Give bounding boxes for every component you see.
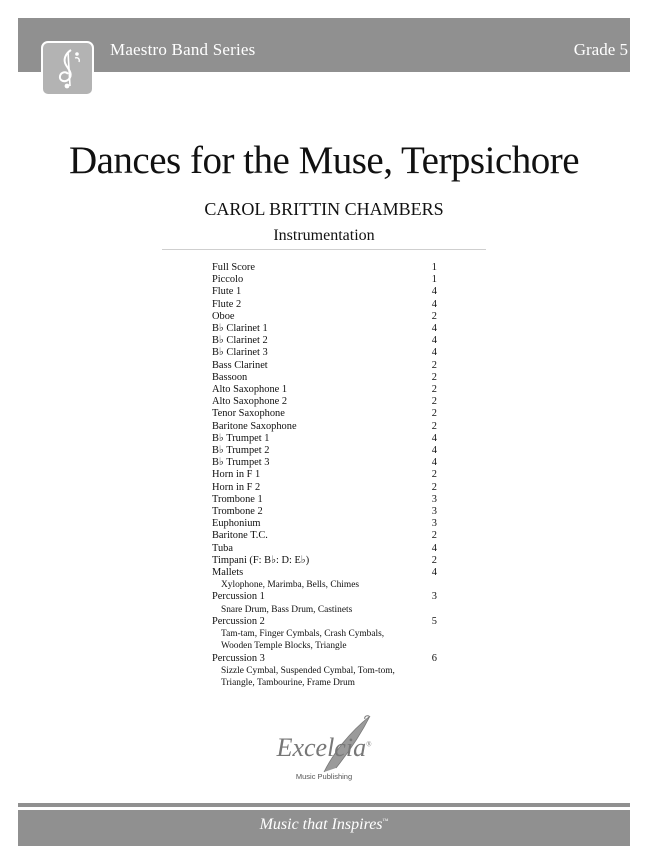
instrument-row bbox=[212, 347, 437, 359]
instrument-name: Flute 2 bbox=[212, 298, 242, 310]
instrument-qty: 2 bbox=[431, 469, 437, 481]
instrument-qty: 4 bbox=[431, 567, 437, 579]
instrument-row bbox=[212, 506, 437, 518]
instrument-row bbox=[212, 591, 437, 603]
instrument-row bbox=[212, 323, 437, 335]
instrument-detail: Triangle, Tambourine, Frame Drum bbox=[221, 677, 355, 688]
instrument-qty: 2 bbox=[431, 554, 437, 566]
instrument-qty: 4 bbox=[431, 347, 437, 359]
instrument-qty: 2 bbox=[431, 371, 437, 383]
instrument-name: Trombone 1 bbox=[212, 493, 263, 505]
instrument-name: Horn in F 2 bbox=[212, 481, 261, 493]
instrument-qty: 2 bbox=[431, 420, 437, 432]
instrument-row bbox=[212, 494, 437, 506]
instrument-name: Baritone Saxophone bbox=[212, 420, 297, 432]
instrument-row bbox=[212, 286, 437, 298]
instrument-name: Baritone T.C. bbox=[212, 530, 268, 542]
instrument-qty: 5 bbox=[431, 615, 437, 627]
treble-clef-icon bbox=[51, 48, 85, 90]
instrument-detail: Tam-tam, Finger Cymbals, Crash Cymbals, bbox=[221, 629, 385, 640]
instrument-name: B♭ Trumpet 1 bbox=[212, 432, 270, 444]
instrument-detail: Wooden Temple Blocks, Triangle bbox=[221, 641, 347, 652]
instrument-name: Alto Saxophone 1 bbox=[212, 384, 288, 396]
instrument-qty: 3 bbox=[431, 506, 437, 518]
instrument-row bbox=[212, 408, 437, 420]
instrument-name: B♭ Trumpet 2 bbox=[212, 445, 270, 457]
instrument-detail: Snare Drum, Bass Drum, Castinets bbox=[221, 604, 353, 615]
instrument-name: B♭ Trumpet 3 bbox=[212, 457, 270, 469]
instrument-row bbox=[212, 262, 437, 274]
instrument-name: Piccolo bbox=[212, 274, 244, 286]
instrument-name: Oboe bbox=[212, 310, 235, 322]
instrument-name: Percussion 1 bbox=[212, 591, 265, 603]
instrument-row bbox=[212, 274, 437, 286]
series-name: Maestro Band Series bbox=[110, 40, 256, 59]
instrument-row bbox=[212, 445, 437, 457]
instrument-qty: 6 bbox=[431, 652, 437, 664]
instrument-qty: 3 bbox=[431, 591, 437, 603]
instrument-qty: 4 bbox=[431, 286, 437, 298]
instrument-row bbox=[212, 518, 437, 530]
instrument-row bbox=[212, 360, 437, 372]
instrument-qty: 1 bbox=[431, 274, 437, 286]
instrument-name: Full Score bbox=[212, 262, 256, 273]
publisher-subtitle: Music Publishing bbox=[295, 772, 353, 781]
instrument-name: B♭ Clarinet 2 bbox=[212, 335, 268, 347]
instrument-row bbox=[212, 372, 437, 384]
instrument-qty: 2 bbox=[431, 481, 437, 493]
instrument-name: Euphonium bbox=[212, 518, 261, 530]
instrument-row bbox=[212, 384, 437, 396]
instrument-name: Mallets bbox=[212, 567, 244, 579]
instrument-qty: 1 bbox=[431, 262, 437, 273]
instrument-row bbox=[212, 653, 437, 665]
instrument-name: Bass Clarinet bbox=[212, 359, 268, 371]
instrument-qty: 4 bbox=[431, 445, 437, 457]
grade-label: Grade 5 bbox=[573, 40, 628, 59]
instrument-row bbox=[212, 335, 437, 347]
series-logo bbox=[41, 41, 94, 96]
instrument-name: Timpani (F: B♭: D: E♭) bbox=[212, 554, 310, 566]
instrument-qty: 2 bbox=[431, 530, 437, 542]
instrument-detail: Xylophone, Marimba, Bells, Chimes bbox=[221, 580, 360, 591]
divider bbox=[162, 249, 486, 250]
instrument-qty: 4 bbox=[431, 457, 437, 469]
instrument-row bbox=[212, 311, 437, 323]
instrument-name: Tenor Saxophone bbox=[212, 408, 285, 420]
instrument-qty: 4 bbox=[431, 323, 437, 335]
instrument-name: Percussion 3 bbox=[212, 652, 265, 664]
piece-title: Dances for the Muse, Terpsichore bbox=[68, 139, 580, 182]
instrument-qty: 3 bbox=[431, 493, 437, 505]
instrument-row bbox=[212, 421, 437, 433]
instrument-name: Horn in F 1 bbox=[212, 469, 261, 481]
instrument-qty: 2 bbox=[431, 359, 437, 371]
instrument-detail: Sizzle Cymbal, Suspended Cymbal, Tom-tom, bbox=[221, 665, 395, 676]
instrument-qty: 2 bbox=[431, 384, 437, 396]
instrument-name: Trombone 2 bbox=[212, 506, 263, 518]
instrument-qty: 4 bbox=[431, 542, 437, 554]
instrument-name: B♭ Clarinet 3 bbox=[212, 347, 268, 359]
instrument-qty: 4 bbox=[431, 432, 437, 444]
instrument-row bbox=[212, 482, 437, 494]
instrument-row bbox=[212, 433, 437, 445]
publisher-name: Excelcia® bbox=[276, 733, 372, 762]
instrument-name: Flute 1 bbox=[212, 286, 242, 298]
instrument-row bbox=[212, 543, 437, 555]
instrument-row bbox=[212, 457, 437, 469]
instrument-name: Alto Saxophone 2 bbox=[212, 396, 288, 408]
footer-rule bbox=[18, 803, 630, 807]
instrument-row bbox=[212, 567, 437, 579]
instrument-name: Tuba bbox=[212, 542, 233, 554]
instrument-name: Bassoon bbox=[212, 371, 248, 383]
instrument-qty: 2 bbox=[431, 408, 437, 420]
instrument-row bbox=[212, 396, 437, 408]
instrument-qty: 2 bbox=[431, 396, 437, 408]
instrument-qty: 4 bbox=[431, 335, 437, 347]
instrument-name: B♭ Clarinet 1 bbox=[212, 323, 268, 335]
instrument-row bbox=[212, 555, 437, 567]
instrument-row bbox=[212, 299, 437, 311]
composer-name: CAROL BRITTIN CHAMBERS bbox=[204, 199, 444, 219]
instrument-row bbox=[212, 616, 437, 628]
instrumentation-heading: Instrumentation bbox=[273, 227, 375, 244]
instrument-qty: 4 bbox=[431, 298, 437, 310]
instrumentation-list bbox=[212, 262, 437, 689]
instrument-qty: 2 bbox=[431, 310, 437, 322]
instrument-row bbox=[212, 469, 437, 481]
instrument-qty: 3 bbox=[431, 518, 437, 530]
instrument-row bbox=[212, 530, 437, 542]
instrument-name: Percussion 2 bbox=[212, 615, 265, 627]
tagline: Music that Inspires™ bbox=[259, 816, 389, 833]
